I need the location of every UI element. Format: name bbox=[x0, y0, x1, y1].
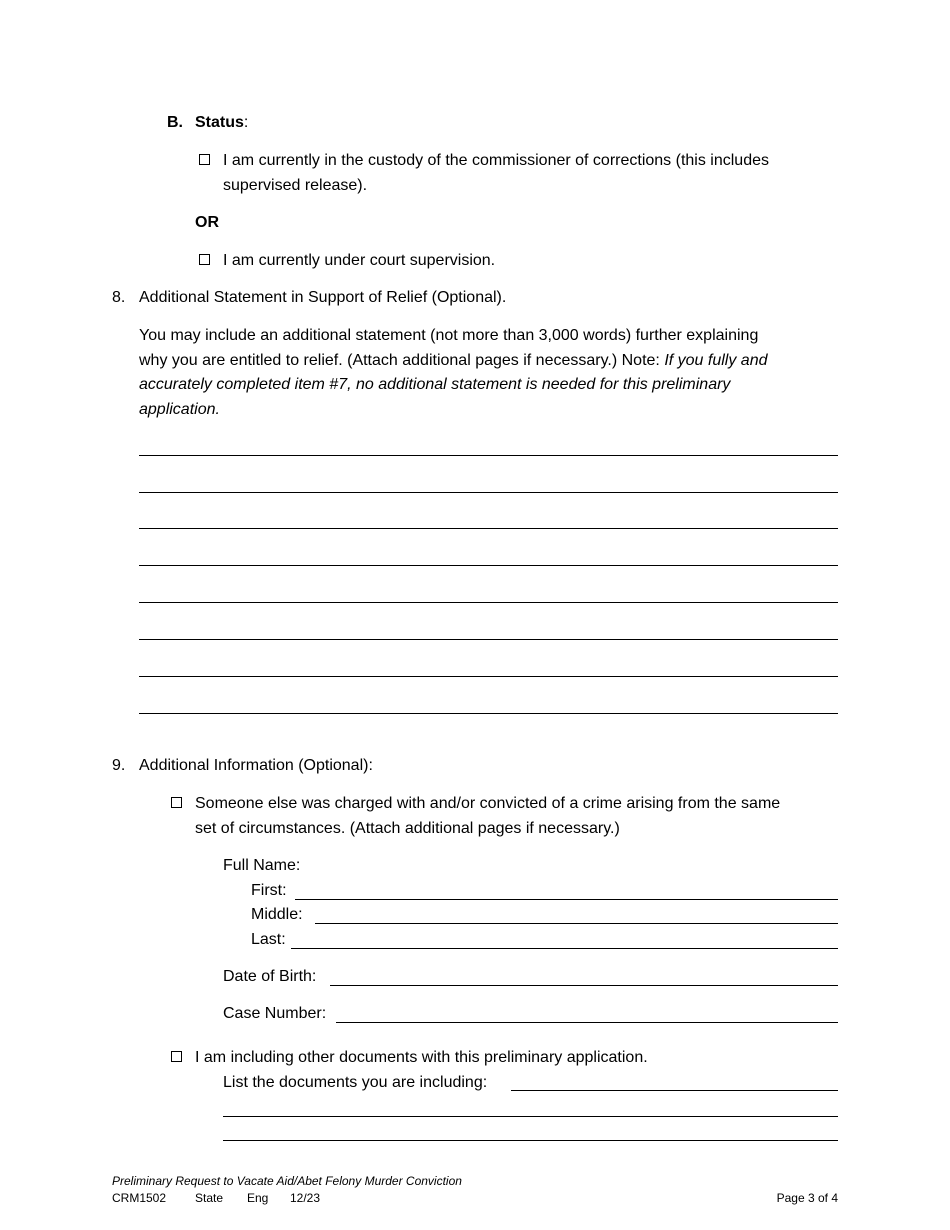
item8-line2-normal: why you are entitled to relief. (Attach additional pages if necessary.) Note: bbox=[139, 351, 665, 369]
dob-field[interactable] bbox=[330, 985, 838, 986]
section-b-letter: B. bbox=[167, 114, 183, 131]
codefendant-line1: Someone else was charged with and/or convicted of a crime arising from the same bbox=[195, 795, 781, 812]
documents-field-2[interactable] bbox=[223, 1116, 838, 1117]
custody-option-text bbox=[223, 149, 769, 198]
footer-form-code: CRM1502 bbox=[112, 1191, 167, 1205]
codefendant-option-text bbox=[195, 792, 780, 841]
case-number-label: Case Number: bbox=[223, 1005, 327, 1022]
first-name-field[interactable] bbox=[295, 899, 838, 900]
dob-label: Date of Birth: bbox=[223, 968, 317, 985]
item8-line2-italic: If you fully and bbox=[664, 351, 768, 369]
documents-field-3[interactable] bbox=[223, 1140, 838, 1141]
item9-number: 9. bbox=[112, 757, 126, 774]
item8-line2 bbox=[139, 349, 767, 374]
item8-instructions bbox=[139, 324, 767, 422]
item9-heading: Additional Information (Optional): bbox=[139, 757, 373, 774]
statement-line-7[interactable] bbox=[139, 676, 838, 677]
statement-line-2[interactable] bbox=[139, 492, 838, 493]
codefendant-checkbox[interactable] bbox=[171, 797, 182, 808]
last-name-label: Last: bbox=[251, 931, 286, 948]
list-documents-label: List the documents you are including: bbox=[223, 1074, 488, 1091]
custody-option-line2: supervised release). bbox=[223, 176, 368, 194]
section-b-colon: : bbox=[243, 114, 249, 131]
codefendant-line2: set of circumstances. (Attach additional pages if necessary.) bbox=[195, 819, 620, 837]
footer-page-number: Page 3 of 4 bbox=[776, 1191, 838, 1205]
other-documents-checkbox[interactable] bbox=[171, 1051, 182, 1062]
item8-number: 8. bbox=[112, 289, 126, 306]
statement-line-1[interactable] bbox=[139, 455, 838, 456]
full-name-label: Full Name: bbox=[223, 857, 301, 874]
footer-title: Preliminary Request to Vacate Aid/Abet Felony Murder Conviction bbox=[112, 1174, 462, 1188]
item8-line3: accurately completed item #7, no additional statement is needed for this preliminary bbox=[139, 376, 731, 393]
footer-language: Eng bbox=[247, 1191, 269, 1205]
court-supervision-checkbox[interactable] bbox=[199, 254, 210, 265]
or-label: OR bbox=[195, 214, 219, 231]
item8-line4: application. bbox=[139, 400, 220, 418]
item8-line1: You may include an additional statement (not more than 3,000 words) further explaining bbox=[139, 327, 759, 344]
middle-name-field[interactable] bbox=[315, 923, 838, 924]
footer-jurisdiction: State bbox=[195, 1191, 224, 1205]
footer-revision: 12/23 bbox=[290, 1191, 321, 1205]
item8-heading: Additional Statement in Support of Relief (Optional). bbox=[139, 289, 507, 306]
statement-line-6[interactable] bbox=[139, 639, 838, 640]
section-b-title: Status bbox=[195, 114, 244, 131]
case-number-field[interactable] bbox=[336, 1022, 838, 1023]
statement-line-3[interactable] bbox=[139, 528, 838, 529]
other-documents-text: I am including other documents with this preliminary application. bbox=[195, 1049, 648, 1066]
statement-line-8[interactable] bbox=[139, 713, 838, 714]
custody-checkbox[interactable] bbox=[199, 154, 210, 165]
first-name-label: First: bbox=[251, 882, 287, 899]
custody-option-line1: I am currently in the custody of the commissioner of corrections (this includes bbox=[223, 152, 769, 169]
documents-field-1[interactable] bbox=[511, 1090, 838, 1091]
court-supervision-text: I am currently under court supervision. bbox=[223, 252, 496, 269]
last-name-field[interactable] bbox=[291, 948, 838, 949]
statement-line-5[interactable] bbox=[139, 602, 838, 603]
section-b-heading bbox=[195, 114, 248, 132]
middle-name-label: Middle: bbox=[251, 906, 303, 923]
statement-line-4[interactable] bbox=[139, 565, 838, 566]
